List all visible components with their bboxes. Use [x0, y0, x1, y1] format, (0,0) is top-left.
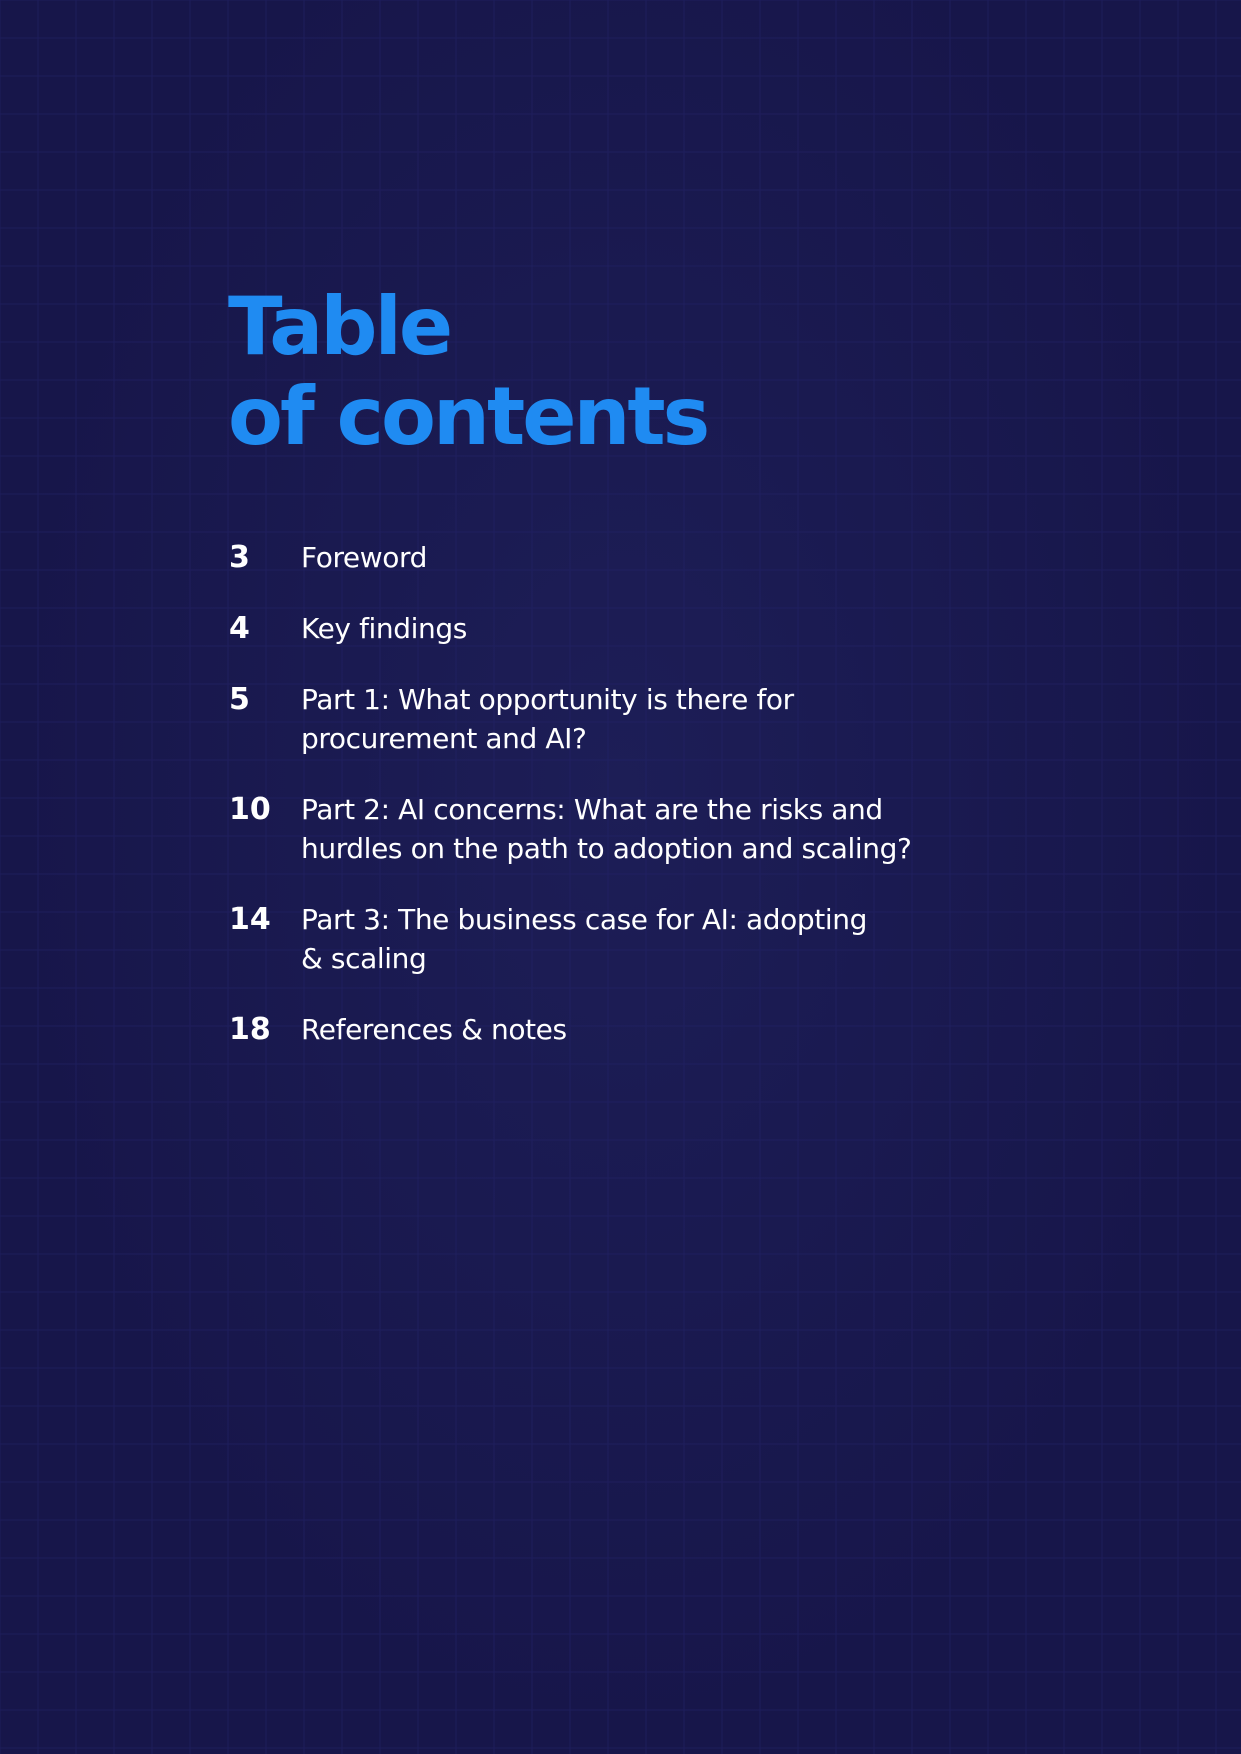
toc-entry-line: Part 3: The business case for AI: adopting — [301, 903, 867, 936]
toc-entry-line: & scaling — [301, 942, 427, 975]
toc-entry-line: hurdles on the path to adoption and scaling? — [301, 832, 912, 865]
toc-entry-part-3[interactable] — [229, 900, 1029, 978]
toc-page-number: 18 — [229, 1012, 271, 1047]
title-line-2: of contents — [228, 370, 708, 463]
toc-entry-title — [301, 609, 1021, 648]
page-title — [228, 282, 707, 462]
toc-entry-line: Key findings — [301, 612, 467, 645]
toc-entry-title — [301, 790, 1021, 868]
toc-entry-line: Part 1: What opportunity is there for — [301, 683, 794, 716]
toc-entry-title — [301, 680, 1021, 758]
toc-entry-line: procurement and AI? — [301, 722, 587, 755]
toc-entry-foreword[interactable] — [229, 538, 1029, 577]
toc-entry-line: References & notes — [301, 1013, 567, 1046]
toc-entry-line: Part 2: AI concerns: What are the risks and — [301, 793, 883, 826]
table-of-contents — [229, 538, 1029, 1081]
toc-entry-part-1[interactable] — [229, 680, 1029, 758]
toc-page-number: 10 — [229, 792, 271, 827]
toc-entry-key-findings[interactable] — [229, 609, 1029, 648]
toc-page-number: 3 — [229, 540, 250, 575]
title-line-1: Table — [228, 280, 451, 373]
toc-entry-title — [301, 900, 1021, 978]
toc-page-number: 4 — [229, 611, 250, 646]
toc-page-number: 14 — [229, 902, 271, 937]
toc-entry-part-2[interactable] — [229, 790, 1029, 868]
toc-entry-title — [301, 1010, 1021, 1049]
toc-entry-title — [301, 538, 1021, 577]
toc-entry-line: Foreword — [301, 541, 427, 574]
toc-entry-references[interactable] — [229, 1010, 1029, 1049]
toc-page-number: 5 — [229, 682, 250, 717]
